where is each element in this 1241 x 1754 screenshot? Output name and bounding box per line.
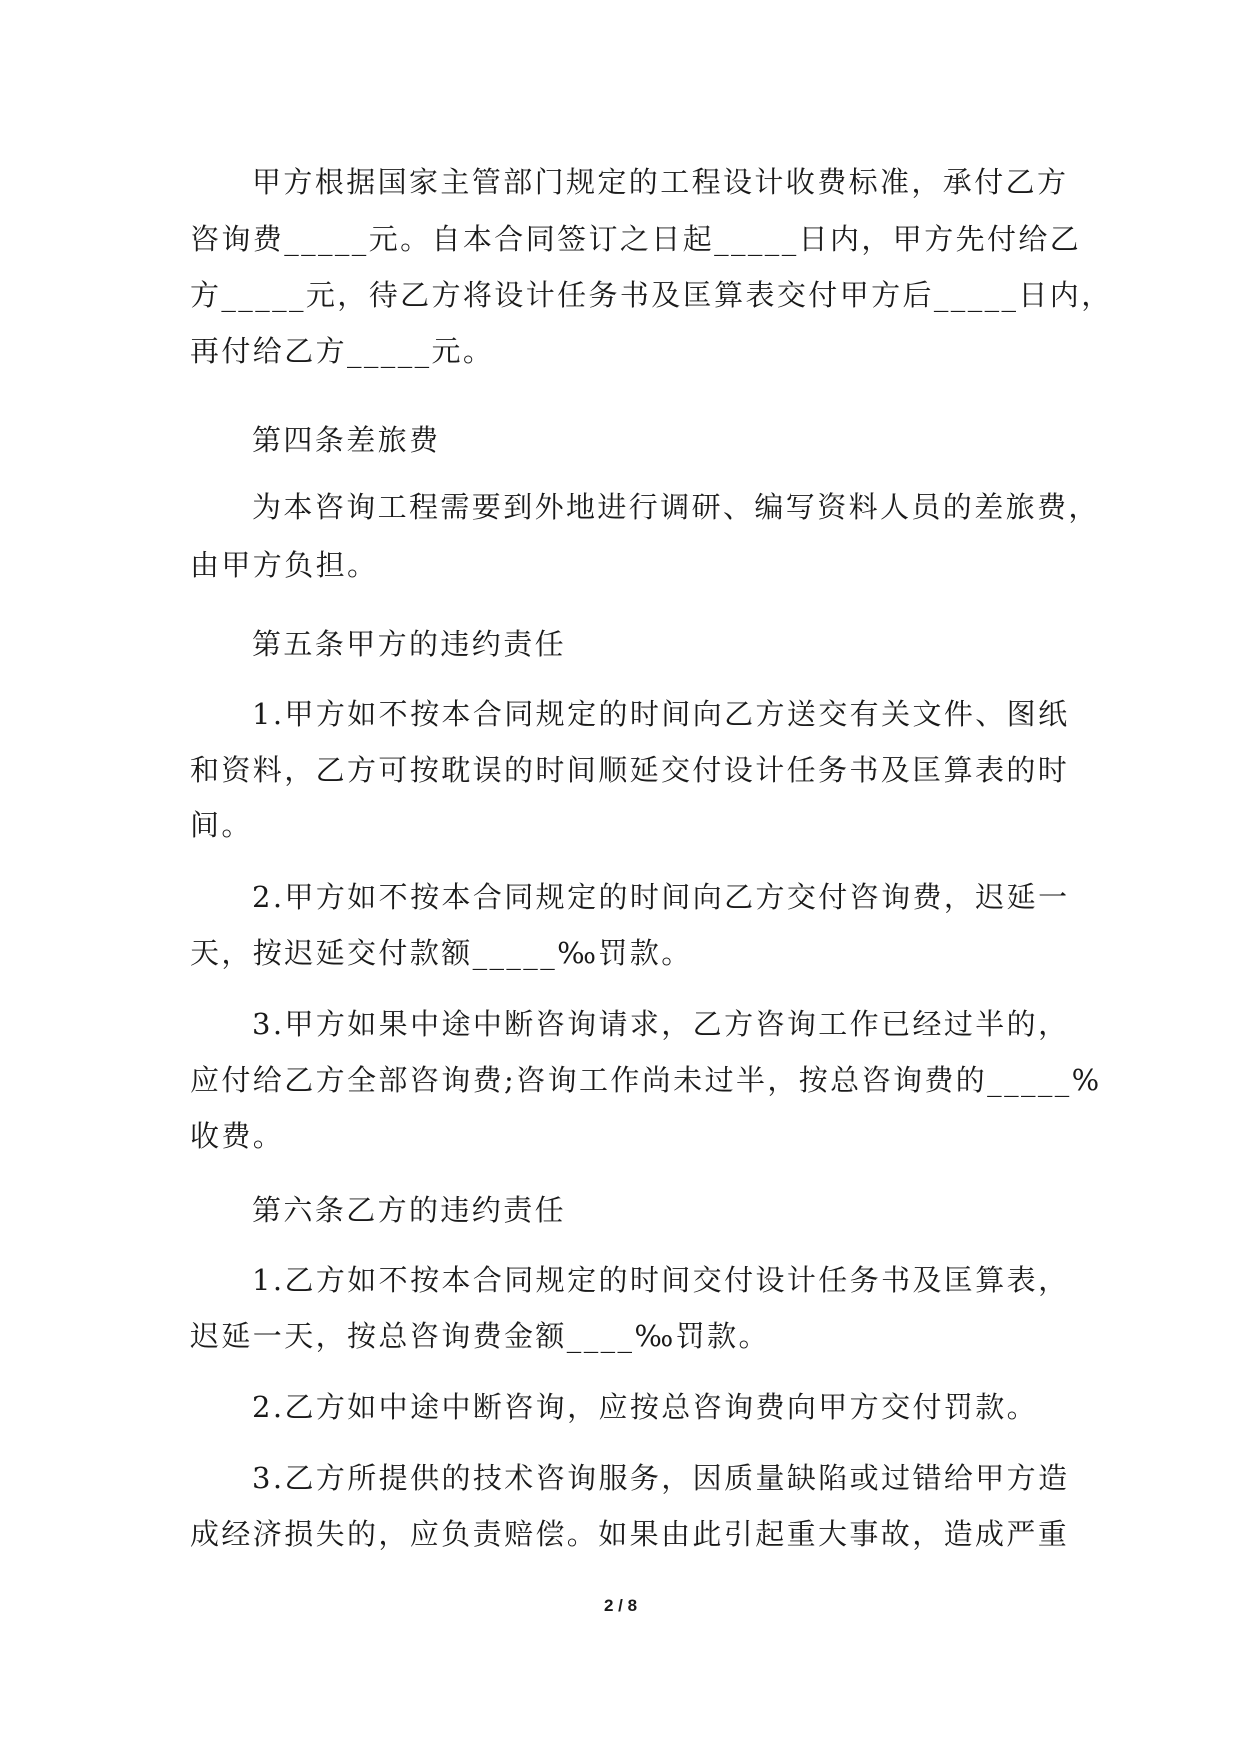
section-heading: 第四条差旅费 bbox=[252, 423, 441, 457]
paragraph-line: 由甲方负担。 bbox=[190, 548, 379, 582]
paragraph-line: 和资料，乙方可按耽误的时间顺延交付设计任务书及匡算表的时 bbox=[190, 753, 1070, 787]
section-heading: 第六条乙方的违约责任 bbox=[252, 1193, 567, 1227]
paragraph-line: 收费。 bbox=[190, 1119, 285, 1153]
paragraph-line: 3.乙方所提供的技术咨询服务，因质量缺陷或过错给甲方造 bbox=[252, 1461, 1070, 1495]
paragraph-line: 1.乙方如不按本合同规定的时间交付设计任务书及匡算表， bbox=[252, 1263, 1070, 1297]
paragraph-line: 应付给乙方全部咨询费;咨询工作尚未过半，按总咨询费的_____% bbox=[190, 1063, 1102, 1097]
paragraph-line: 迟延一天，按总咨询费金额____‰罚款。 bbox=[190, 1319, 770, 1353]
paragraph-line: 2.甲方如不按本合同规定的时间向乙方交付咨询费，迟延一 bbox=[252, 880, 1070, 914]
section-heading: 第五条甲方的违约责任 bbox=[252, 627, 567, 661]
paragraph-line: 天，按迟延交付款额_____‰罚款。 bbox=[190, 936, 693, 970]
paragraph-line: 间。 bbox=[190, 808, 253, 842]
paragraph-line: 咨询费_____元。自本合同签订之日起_____日内，甲方先付给乙 bbox=[190, 222, 1082, 256]
paragraph-line: 2.乙方如中途中断咨询，应按总咨询费向甲方交付罚款。 bbox=[252, 1390, 1039, 1424]
page-number: 2 / 8 bbox=[603, 1596, 638, 1615]
paragraph-line: 成经济损失的，应负责赔偿。如果由此引起重大事故，造成严重 bbox=[190, 1517, 1070, 1551]
paragraph-line: 方_____元，待乙方将设计任务书及匡算表交付甲方后_____日内， bbox=[190, 278, 1113, 312]
paragraph-line: 甲方根据国家主管部门规定的工程设计收费标准，承付乙方 bbox=[252, 165, 1069, 199]
paragraph-line: 1.甲方如不按本合同规定的时间向乙方送交有关文件、图纸 bbox=[252, 697, 1070, 731]
paragraph-line: 为本咨询工程需要到外地进行调研、编写资料人员的差旅费， bbox=[252, 490, 1100, 524]
paragraph-line: 3.甲方如果中途中断咨询请求，乙方咨询工作已经过半的， bbox=[252, 1007, 1070, 1041]
paragraph-line: 再付给乙方_____元。 bbox=[190, 334, 495, 368]
